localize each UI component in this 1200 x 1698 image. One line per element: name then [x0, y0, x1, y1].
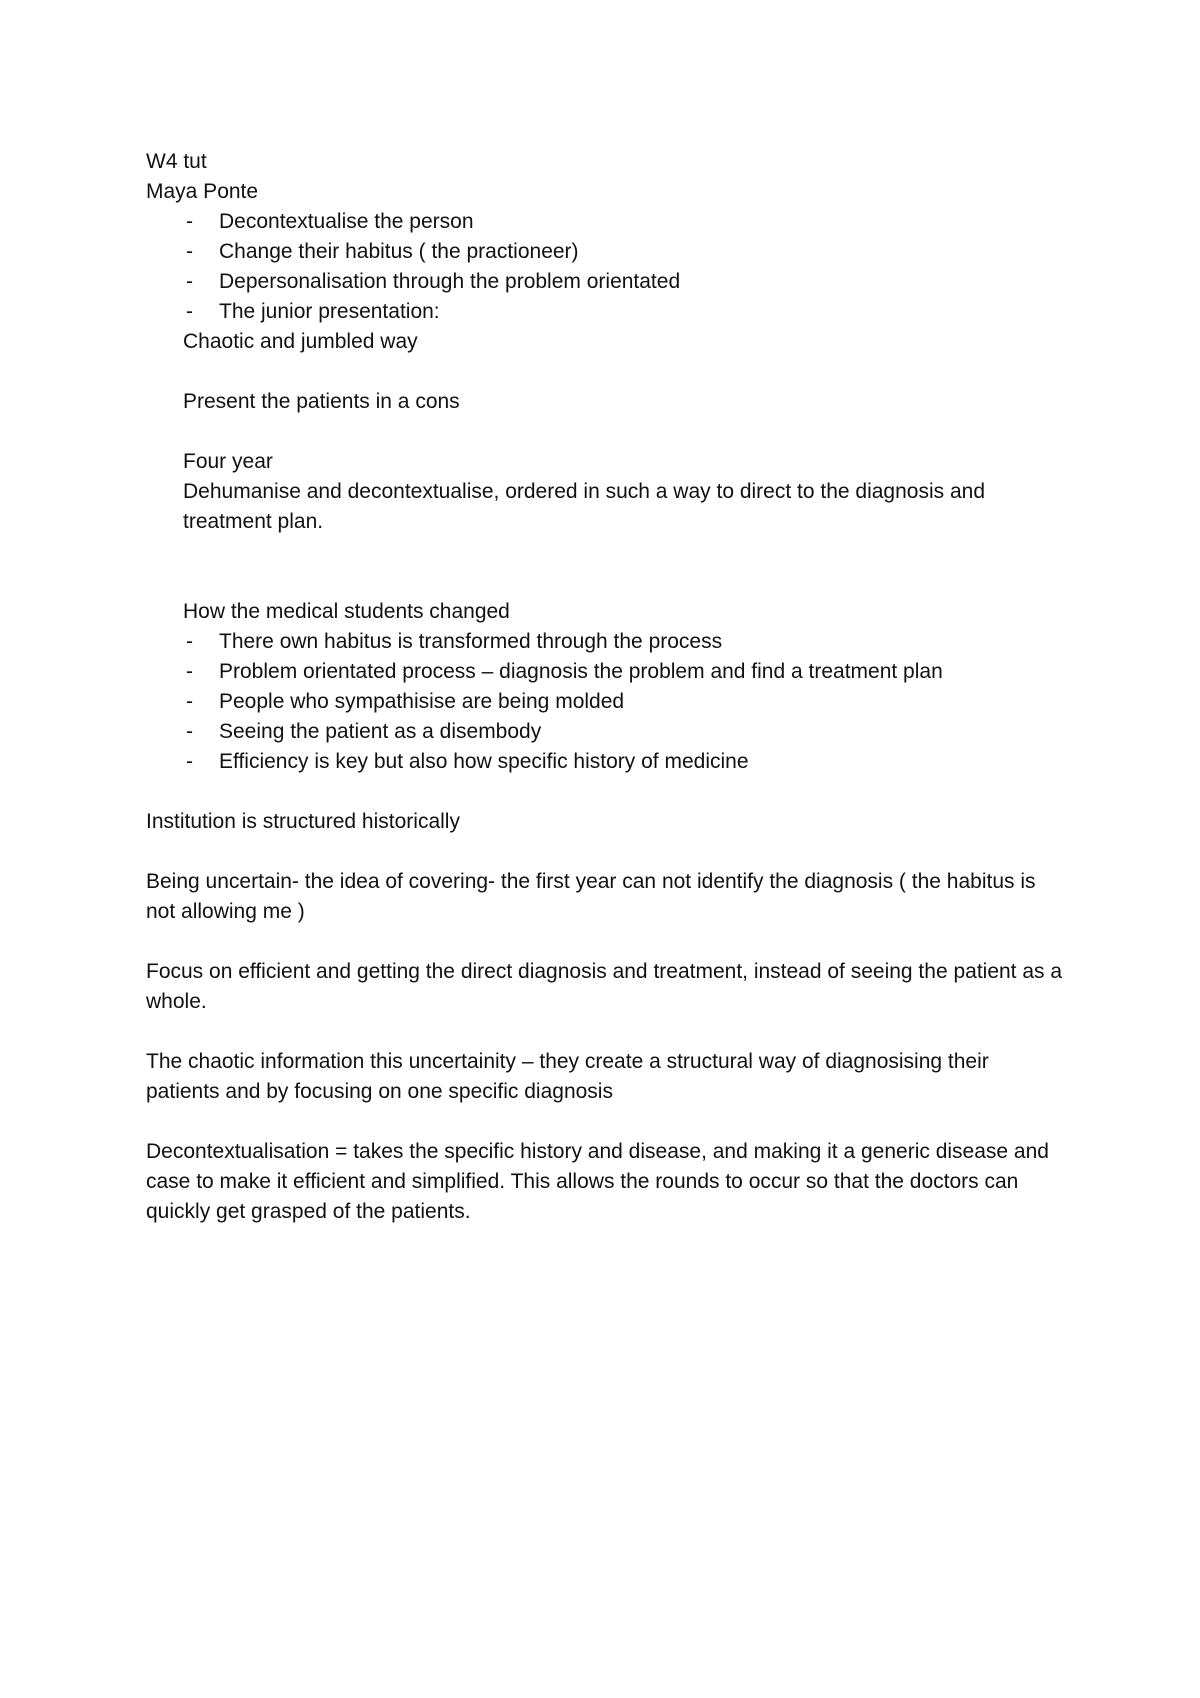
- dash-bullet: -: [186, 690, 193, 713]
- bullet-list-changed: [146, 627, 1066, 777]
- list-item-text: Change their habitus ( the practioneer): [219, 240, 579, 263]
- list-item-text: Seeing the patient as a disembody: [219, 720, 542, 743]
- junior-line-3: Four year: [183, 450, 273, 473]
- junior-line-1: Chaotic and jumbled way: [183, 330, 418, 353]
- section-heading-changed: How the medical students changed: [183, 600, 510, 623]
- list-item-text: The junior presentation:: [219, 300, 440, 323]
- author-name: Maya Ponte: [146, 180, 259, 203]
- document-title: W4 tut: [146, 150, 207, 173]
- dash-bullet: -: [186, 630, 193, 653]
- list-item-text: Efficiency is key but also how specific history of medicine: [219, 750, 749, 773]
- list-item: [146, 267, 1066, 297]
- dash-bullet: -: [186, 660, 193, 683]
- list-item-text: There own habitus is transformed through the process: [219, 630, 723, 653]
- document-body: [146, 147, 1066, 1227]
- list-item-text: Problem orientated process – diagnosis the problem and find a treatment plan: [219, 660, 943, 683]
- dash-bullet: -: [186, 720, 193, 743]
- paragraph-chaotic: The chaotic information this uncertainity – they create a structural way of diagnosising their patients and by focusing on one specific diagnosis: [146, 1050, 989, 1103]
- paragraph-institution: Institution is structured historically: [146, 810, 460, 833]
- list-item: [146, 687, 1066, 717]
- list-item: [146, 627, 1066, 657]
- list-item: [146, 297, 1066, 327]
- list-item: [146, 747, 1066, 777]
- dash-bullet: -: [186, 300, 193, 323]
- dash-bullet: -: [186, 240, 193, 263]
- paragraph-efficient: Focus on efficient and getting the direct diagnosis and treatment, instead of seeing the patient as a whole.: [146, 960, 1063, 1013]
- list-item-text: Decontextualise the person: [219, 210, 474, 233]
- dash-bullet: -: [186, 750, 193, 773]
- dash-bullet: -: [186, 270, 193, 293]
- list-item: [146, 657, 1066, 687]
- junior-line-4: Dehumanise and decontextualise, ordered in such a way to direct to the diagnosis and treatment plan.: [183, 480, 985, 533]
- paragraph-uncertain: Being uncertain- the idea of covering- the first year can not identify the diagnosis ( the habitus is not allowing me ): [146, 870, 1036, 923]
- list-item: [146, 717, 1066, 747]
- dash-bullet: -: [186, 210, 193, 233]
- list-item-text: Depersonalisation through the problem orientated: [219, 270, 681, 293]
- bullet-list-main: [146, 207, 1066, 327]
- list-item-text: People who sympathisise are being molded: [219, 690, 625, 713]
- list-item: [146, 237, 1066, 267]
- list-item: [146, 207, 1066, 237]
- junior-line-2: Present the patients in a cons: [183, 390, 460, 413]
- paragraph-decontextualisation: Decontextualisation = takes the specific history and disease, and making it a generic disease and case to make it efficient and simplified. This allows the rounds to occur so that the doctors can quickly get grasped of the patients.: [146, 1140, 1049, 1223]
